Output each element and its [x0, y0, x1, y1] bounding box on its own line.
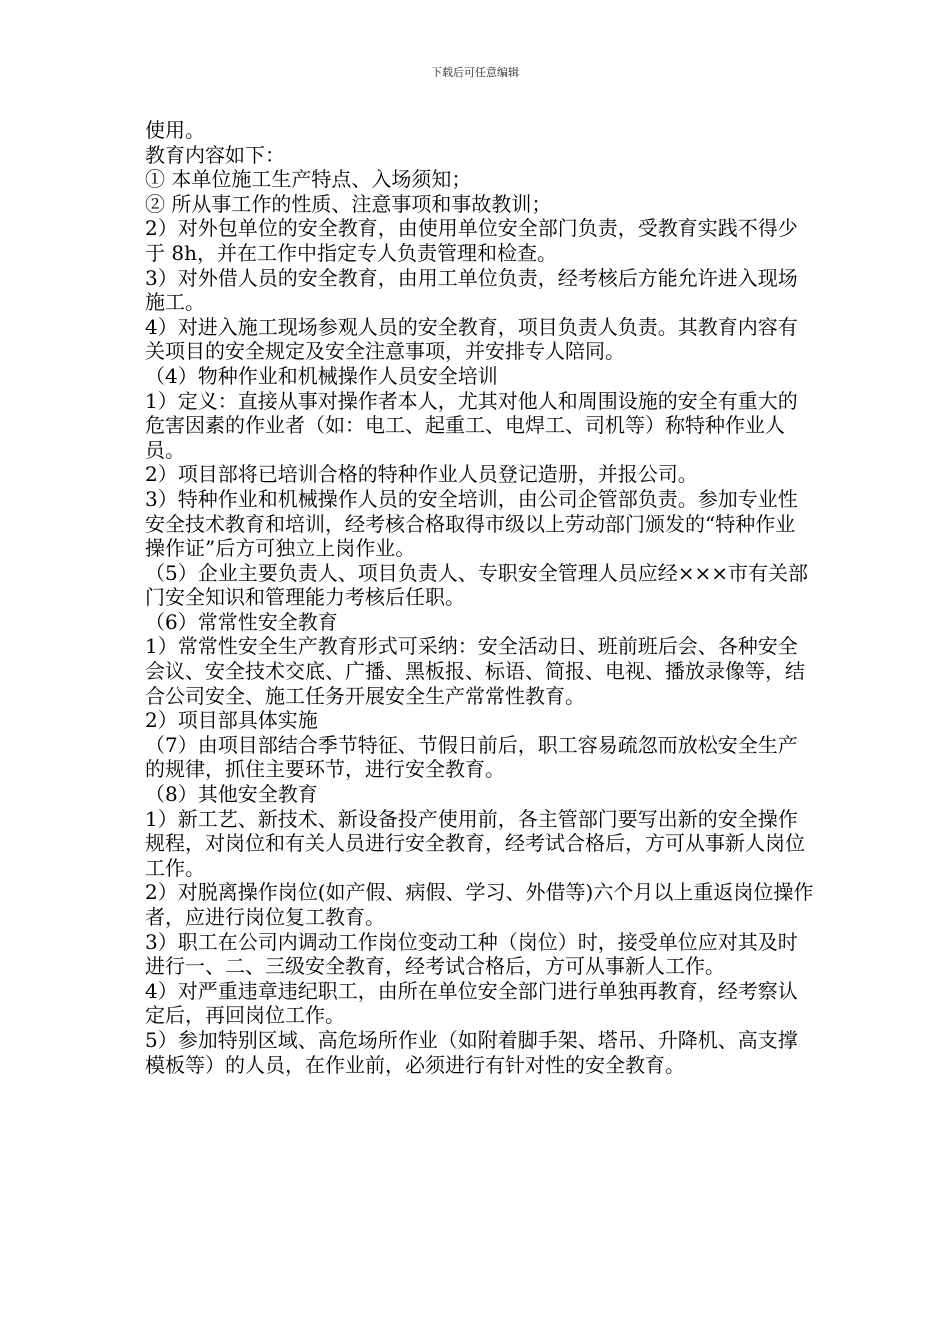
paragraph: 3）特种作业和机械操作人员的安全培训，由公司企管部负责。参加专业性安全技术教育和培训，经考核合格取得市级以上劳动部门颁发的“特种作业操作证”后方可独立上岗作业。	[145, 486, 798, 561]
paragraph: 3）职工在公司内调动工作岗位变动工种（岗位）时，接受单位应对其及时进行一、二、三级安全教育，经考试合格后，方可从事新人工作。	[145, 929, 798, 979]
section-heading: （7）由项目部结合季节特征、节假日前后，职工容易疏忽而放松安全生产的规律，抓住主要环节，进行安全教育。	[145, 732, 798, 782]
page-header: 下载后可任意编辑	[431, 66, 519, 79]
paragraph: 3）对外借人员的安全教育，由用工单位负责，经考核后方能允许进入现场施工。	[145, 265, 798, 315]
section-heading: （6）常常性安全教育	[145, 609, 338, 634]
section-heading: （5）企业主要负责人、项目负责人、专职安全管理人员应经×××市有关部门安全知识和管理能力考核后任职。	[145, 560, 808, 610]
paragraph: 2）项目部将已培训合格的特种作业人员登记造册，并报公司。	[145, 462, 698, 487]
section-heading: （4）物种作业和机械操作人员安全培训	[145, 363, 498, 388]
paragraph: 2）对脱离操作岗位(如产假、病假、学习、外借等)六个月以上重返岗位操作者，应进行岗位复工教育。	[145, 880, 814, 929]
paragraph: 使用。	[145, 118, 205, 142]
paragraph: 5）参加特别区域、高危场所作业（如附着脚手架、塔吊、升降机、高支撑模板等）的人员，在作业前，必须进行有针对性的安全教育。	[145, 1027, 798, 1077]
paragraph: 1）新工艺、新技术、新设备投产使用前，各主管部门要写出新的安全操作规程，对岗位和有关人员进行安全教育，经考试合格后，方可从事新人岗位工作。	[145, 806, 805, 880]
paragraph: 4）对严重违章违纪职工，由所在单位安全部门进行单独再教育，经考察认定后，再回岗位工作。	[145, 978, 798, 1028]
paragraph: 1）常常性安全生产教育形式可采纳：安全活动日、班前班后会、各种安全会议、安全技术交底、广播、黑板报、标语、简报、电视、播放录像等，结合公司安全、施工任务开展安全生产常常性教育。	[145, 634, 805, 708]
paragraph: 2）项目部具体实施	[145, 708, 318, 733]
paragraph: 1）定义：直接从事对操作者本人，尤其对他人和周围设施的安全有重大的危害因素的作业者（如：电工、起重工、电焊工、司机等）称特种作业人员。	[145, 388, 798, 462]
paragraph: 2）对外包单位的安全教育，由使用单位安全部门负责，受教育实践不得少于 8h，并在工作中指定专人负责管理和检查。	[145, 216, 798, 265]
paragraph: ② 所从事工作的性质、注意事项和事故教训；	[145, 191, 552, 216]
paragraph: 教育内容如下：	[145, 142, 285, 167]
paragraph: 4）对进入施工现场参观人员的安全教育，项目负责人负责。其教育内容有关项目的安全规定及安全注意事项，并安排专人陪同。	[145, 314, 798, 364]
paragraph: ① 本单位施工生产特点、入场须知；	[145, 167, 472, 192]
section-heading: （8）其他安全教育	[145, 782, 318, 807]
document-body	[145, 118, 815, 1077]
